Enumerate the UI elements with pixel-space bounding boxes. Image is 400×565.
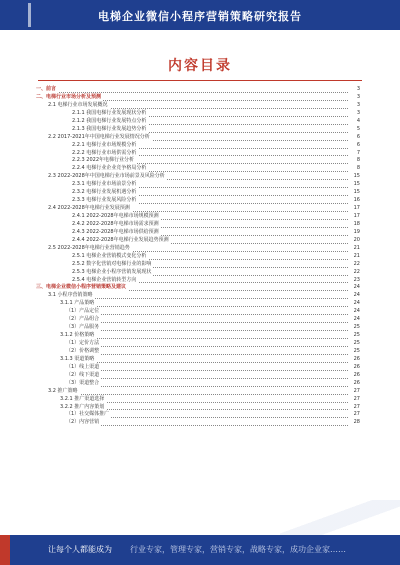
toc-title: 内容目录 bbox=[168, 58, 232, 74]
toc-entry-text: 2.4.4 2022-2028年电梯行业发展趋势预测 bbox=[72, 236, 169, 243]
toc-entry-page: 27 bbox=[348, 404, 360, 412]
footer-accent bbox=[0, 535, 10, 565]
decorative-stripe bbox=[280, 500, 400, 540]
toc-entry-page: 3 bbox=[348, 94, 360, 102]
toc-entry-text: 2.1.2 我国电梯行业发展特点分析 bbox=[72, 117, 147, 124]
toc-entry-text: 一、前言 bbox=[36, 86, 57, 92]
toc-entry-text: 3.1 小程序营销策略 bbox=[48, 292, 93, 299]
toc-entry-text: 2.4.3 2022-2028年电梯市场供给预测 bbox=[72, 228, 159, 235]
toc-entry-page: 27 bbox=[348, 396, 360, 404]
toc-entry-text: （2）内容营销 bbox=[66, 419, 100, 426]
toc-entry-text: 2.4.1 2022-2028年电梯市场规模预测 bbox=[72, 213, 159, 219]
toc-entry-page: 8 bbox=[348, 157, 360, 165]
toc-entry-text: 2.1 电梯行业市场发展概况 bbox=[48, 101, 108, 108]
toc-entry-page: 25 bbox=[348, 324, 360, 332]
footer-slogan-right: 行业专家，管理专家，营销专家，战略专家，成功企业家…… bbox=[130, 545, 346, 554]
toc-entry-text: 2.2.1 电梯行业市场规模分析 bbox=[72, 141, 137, 148]
toc-entry-text: 3.2 推广策略 bbox=[48, 387, 78, 394]
toc-entry-page: 25 bbox=[348, 348, 360, 356]
toc-entry-page: 25 bbox=[348, 332, 360, 340]
toc-entry-text: （2）线下渠道 bbox=[66, 371, 100, 378]
toc-entry-page: 24 bbox=[348, 292, 360, 300]
footer-slogan-left: 让每个人都能成为 bbox=[48, 545, 112, 554]
toc-entry-text: （1）产品定位 bbox=[66, 308, 100, 315]
toc-entry-text: （3）渠道整合 bbox=[66, 379, 100, 386]
toc-entry-text: 2.5.4 电梯企业营销转型方向 bbox=[72, 276, 137, 283]
toc-entry-text: 3.1.3 渠道策略 bbox=[60, 355, 95, 362]
toc-entry-text: 2.5.1 电梯企业营销模式变化分析 bbox=[72, 252, 147, 259]
toc-entry-page: 27 bbox=[348, 388, 360, 396]
toc-entry-text: 2.2.3 2022年电梯行业分析 bbox=[72, 157, 135, 164]
toc-entry-page: 17 bbox=[348, 213, 360, 221]
toc-entry-page: 27 bbox=[348, 411, 360, 419]
toc-entry-page: 18 bbox=[348, 221, 360, 229]
toc-entry-page: 26 bbox=[348, 356, 360, 364]
toc-entry-page: 3 bbox=[348, 102, 360, 110]
toc-entry-text: 2.1.1 我国电梯行业发展现状分析 bbox=[72, 109, 147, 116]
toc-entry-page: 28 bbox=[348, 419, 360, 427]
toc-entry-text: 2.4 2022-2028年电梯行业发展预测 bbox=[48, 205, 130, 212]
toc-entry-page: 23 bbox=[348, 277, 360, 285]
toc-entry[interactable] bbox=[36, 419, 360, 427]
toc-entry-page: 25 bbox=[348, 340, 360, 348]
toc-entry-text: 2.5.3 电梯企业小程序营销发展现状 bbox=[72, 268, 152, 275]
toc-entry-page: 19 bbox=[348, 229, 360, 237]
toc-entry-text: （2）产品组合 bbox=[66, 316, 100, 323]
toc-entry-text: 2.3.3 电梯行业发展风险分析 bbox=[72, 197, 137, 204]
toc-entry-page: 24 bbox=[348, 308, 360, 316]
toc-entry-text: （3）产品服务 bbox=[66, 324, 100, 331]
toc-entry-text: 2.3.1 电梯行业市场前景分析 bbox=[72, 181, 137, 188]
toc-entry-page: 15 bbox=[348, 181, 360, 189]
toc-entry-page: 15 bbox=[348, 189, 360, 197]
toc-entry-page: 4 bbox=[348, 118, 360, 126]
toc-entry-text: 3.1.1 产品策略 bbox=[60, 300, 95, 307]
toc-entry-text: 2.1.3 我国电梯行业发展趋势分析 bbox=[72, 125, 147, 132]
report-header bbox=[0, 0, 400, 30]
toc-entry-text: 2.5 2022-2028年电梯行业营销趋势 bbox=[48, 244, 130, 251]
toc-entry-page: 20 bbox=[348, 237, 360, 245]
toc-entry-text: 3.2.1 推广渠道选择 bbox=[60, 395, 105, 402]
toc-entry-text: 2.2 2017-2021年中国电梯行业发展情况分析 bbox=[48, 133, 150, 140]
toc-entry-page: 26 bbox=[348, 380, 360, 388]
toc-entry-text: 3.2.2 推广内容策划 bbox=[60, 403, 105, 410]
toc-entry-text: 三、电梯企业微信小程序营销策略及建议 bbox=[36, 284, 127, 291]
toc-entry-text: （1）社交媒体推广 bbox=[66, 411, 110, 418]
toc-entry-page: 3 bbox=[348, 86, 360, 94]
toc-entry-text: 3.1.2 价格策略 bbox=[60, 332, 95, 339]
table-of-contents bbox=[36, 86, 360, 427]
toc-entry-text: 2.5.2 数字化营销对电梯行业的影响 bbox=[72, 260, 152, 267]
toc-entry-text: （1）线上渠道 bbox=[66, 363, 100, 370]
toc-entry-text: （2）价格调整 bbox=[66, 347, 100, 354]
toc-entry-text: 2.3.2 电梯行业发展机遇分析 bbox=[72, 189, 137, 196]
toc-entry-page: 3 bbox=[348, 110, 360, 118]
toc-entry-page: 6 bbox=[348, 134, 360, 142]
toc-entry-page: 22 bbox=[348, 269, 360, 277]
toc-entry-text: 2.4.2 2022-2028年电梯市场需求预测 bbox=[72, 220, 159, 227]
toc-entry-page: 6 bbox=[348, 142, 360, 150]
toc-entry-page: 26 bbox=[348, 372, 360, 380]
toc-entry-page: 17 bbox=[348, 205, 360, 213]
toc-entry-page: 16 bbox=[348, 197, 360, 205]
toc-entry-text: 二、电梯行业市场分析及预测 bbox=[36, 93, 102, 100]
toc-entry-page: 15 bbox=[348, 173, 360, 181]
toc-entry-page: 24 bbox=[348, 300, 360, 308]
toc-entry-text: 2.2.4 电梯行业企业竞争格局分析 bbox=[72, 165, 147, 172]
toc-entry-page: 24 bbox=[348, 284, 360, 292]
toc-entry-text: （1）定价方法 bbox=[66, 340, 100, 346]
toc-entry-page: 7 bbox=[348, 150, 360, 158]
toc-divider bbox=[38, 80, 362, 81]
footer-banner bbox=[0, 535, 400, 565]
toc-entry-text: 2.2.2 电梯行业市场供需分析 bbox=[72, 149, 137, 156]
toc-entry-page: 22 bbox=[348, 261, 360, 269]
toc-entry-page: 24 bbox=[348, 316, 360, 324]
toc-entry-page: 26 bbox=[348, 364, 360, 372]
toc-entry-page: 21 bbox=[348, 253, 360, 261]
toc-entry-text: 2.3 2022-2028年中国电梯行业市场前景及风险分析 bbox=[48, 173, 165, 180]
toc-entry-page: 21 bbox=[348, 245, 360, 253]
toc-entry-page: 8 bbox=[348, 165, 360, 173]
toc-entry-page: 5 bbox=[348, 126, 360, 134]
report-title: 电梯企业微信小程序营销策略研究报告 bbox=[98, 10, 302, 23]
toc-leader-dots bbox=[66, 417, 348, 426]
